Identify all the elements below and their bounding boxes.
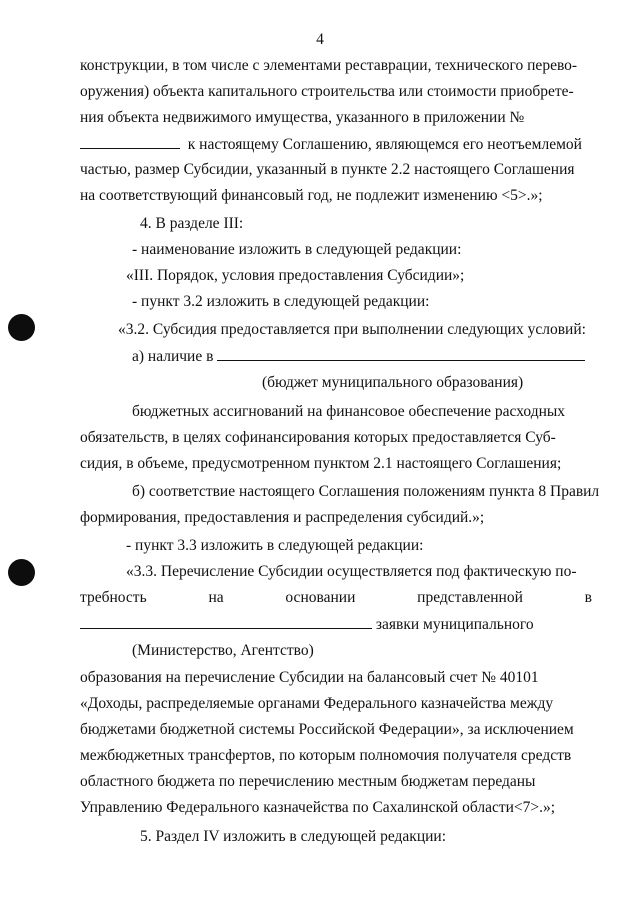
fill-in-blank (80, 134, 180, 149)
text-line: «III. Порядок, условия предоставления Субсидии»; (126, 267, 465, 284)
text-fragment: заявки муниципального (375, 616, 534, 633)
word: в (584, 589, 592, 606)
text-line-with-blank (80, 134, 592, 155)
text-line: «3.2. Субсидия предоставляется при выполнении следующих условий: (118, 321, 586, 338)
text-line: - пункт 3.2 изложить в следующей редакции: (132, 293, 430, 310)
text-line: сидия, в объеме, предусмотренном пунктом 2.1 настоящего Соглашения; (80, 455, 562, 472)
text-line: конструкции, в том числе с элементами реставрации, технического перево- (80, 57, 578, 74)
text-line: б) соответствие настоящего Соглашения положениям пункта 8 Правил (132, 483, 600, 500)
word: на (208, 589, 224, 606)
binder-hole-icon (8, 314, 35, 341)
page-number: 4 (316, 31, 324, 48)
text-line: бюджетами бюджетной системы Российской Федерации», за исключением (80, 721, 574, 738)
text-line: на соответствующий финансовый год, не подлежит изменению <5>.»; (80, 187, 543, 204)
text-line: образования на перечисление Субсидии на балансовый счет № 40101 (80, 669, 539, 686)
word: основании (285, 589, 356, 606)
section-heading: 4. В разделе III: (140, 215, 244, 232)
text-line: Управлению Федерального казначейства по Сахалинской области<7>.»; (80, 799, 556, 816)
text-line: формирования, предоставления и распределения субсидий.»; (80, 509, 485, 526)
text-line: оружения) объекта капитального строительства или стоимости приобрете- (80, 83, 574, 100)
text-line: ния объекта недвижимого имущества, указанного в приложении № (80, 109, 525, 126)
justified-line (80, 588, 592, 608)
word: требность (80, 589, 147, 606)
fill-in-blank (80, 614, 372, 629)
field-caption: (Министерство, Агентство) (132, 642, 314, 659)
fill-in-blank (217, 346, 585, 361)
section-heading: 5. Раздел IV изложить в следующей редакции: (140, 828, 447, 845)
word: представленной (417, 589, 523, 606)
binder-hole-icon (8, 559, 35, 586)
text-line: областного бюджета по перечислению местным бюджетам переданы (80, 773, 536, 790)
text-line: обязательств, в целях софинансирования которых предоставляется Суб- (80, 429, 556, 446)
text-fragment: к настоящему Соглашению, являющемся его неотъемлемой (187, 136, 582, 153)
text-line: - наименование изложить в следующей редакции: (132, 241, 462, 258)
text-line: - пункт 3.3 изложить в следующей редакции: (126, 537, 424, 554)
text-line: бюджетных ассигнований на финансовое обеспечение расходных (132, 403, 566, 420)
text-line: «3.3. Перечисление Субсидии осуществляется под фактическую по- (126, 563, 577, 580)
text-line-with-blank (132, 346, 592, 367)
text-line: «Доходы, распределяемые органами Федерального казначейства между (80, 695, 554, 712)
text-fragment: а) наличие в (132, 348, 214, 365)
text-line: частью, размер Субсидии, указанный в пункте 2.2 настоящего Соглашения (80, 161, 575, 178)
field-caption: (бюджет муниципального образования) (262, 374, 524, 391)
text-line: межбюджетных трансфертов, по которым полномочия получателя средств (80, 747, 572, 764)
text-line-with-blank (80, 614, 592, 635)
